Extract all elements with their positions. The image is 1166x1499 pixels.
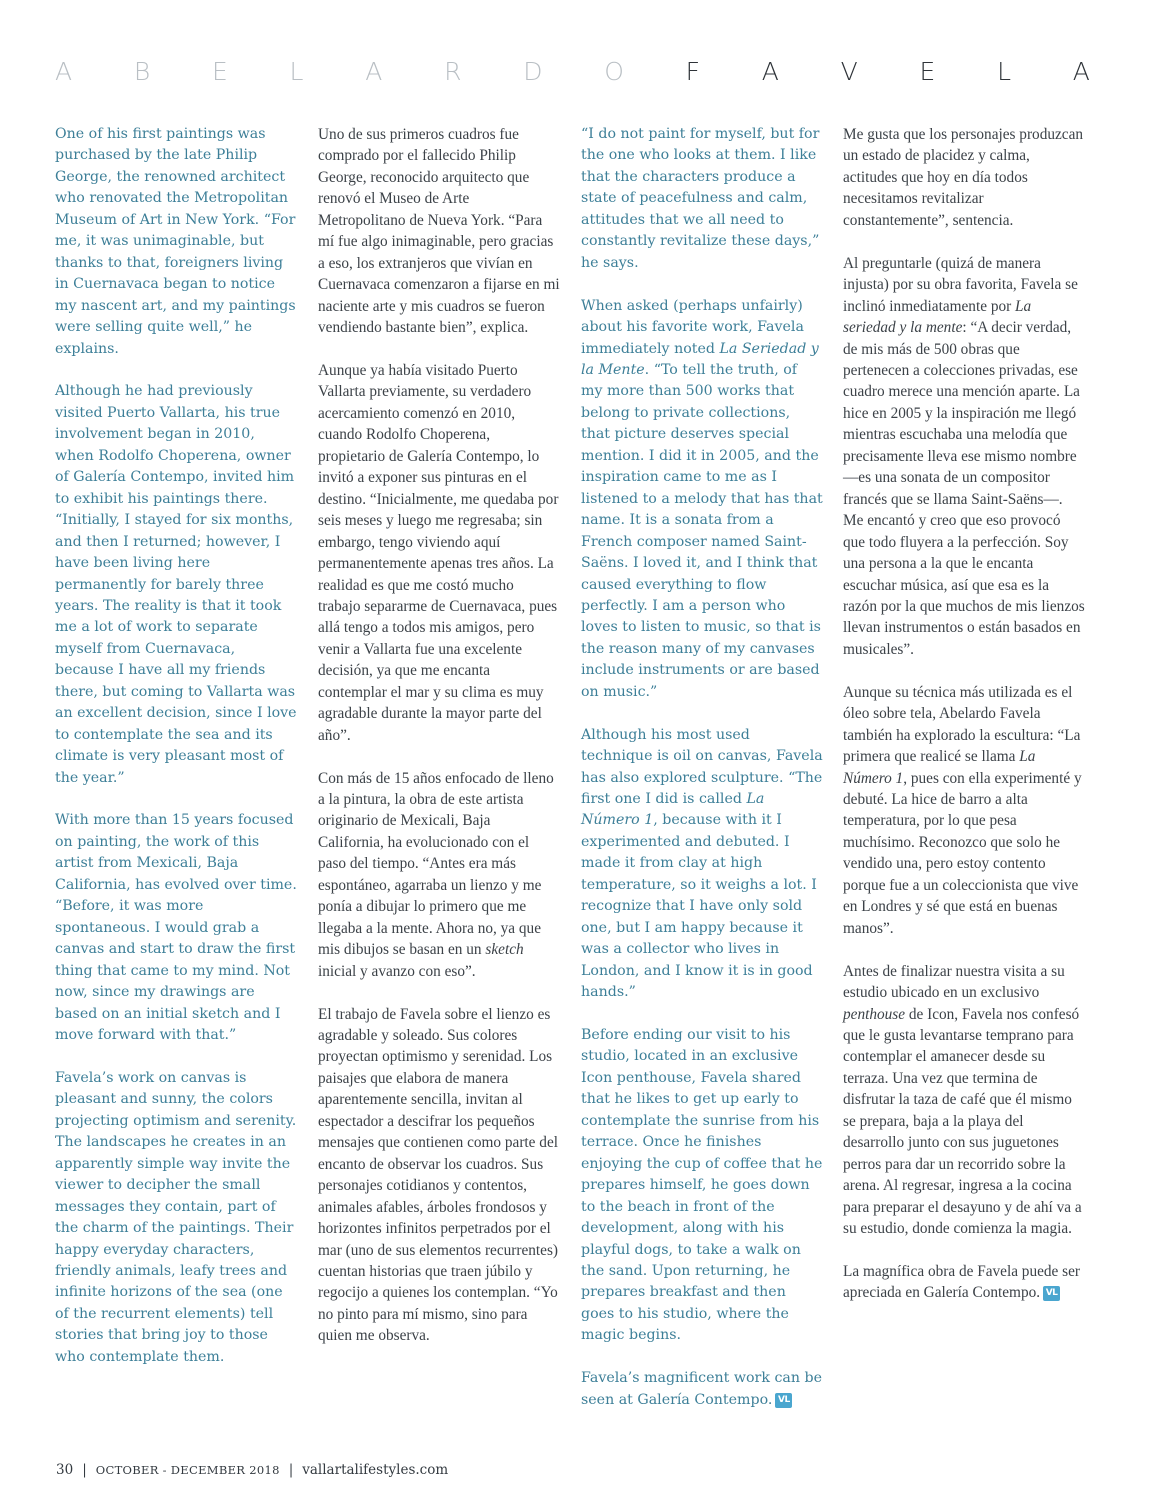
- footer-separator: |: [82, 1462, 87, 1478]
- title-letter: L: [289, 57, 304, 86]
- paragraph: Con más de 15 años enfocado de lleno a la pintura, la obra de este artista originario de Mexicali, Baja California, ha evolucionado con el paso del tiempo. “Antes era más espontáneo, agarraba un lienzo y me ponía a dibujar lo primero que me llegaba a la mente. Ahora no, ya que mis dibujos se basan en un sketch inicial y avanzo con eso”.: [318, 769, 554, 980]
- title-letter: A: [761, 57, 779, 86]
- title-letter: F: [685, 57, 701, 86]
- paragraph: El trabajo de Favela sobre el lienzo es agradable y soleado. Sus colores proyectan optimismo y serenidad. Los paisajes que elabora de manera aparentemente sencilla, invitan al espectador a descifrar los pequeños mensajes que contienen como parte del encanto de observar los cuadros. Sus personajes cotidianos y contentos, animales afables, árboles frondosos y horizontes infinitos perpetrados por el mar (uno de sus elementos recurrentes) cuentan historias que traen júbilo y regocijo a quienes los contemplan. “Yo no pinto para mí mismo, sino para quien me observa.: [318, 1005, 558, 1345]
- footer-separator: |: [288, 1462, 294, 1478]
- title-letter: D: [523, 57, 543, 86]
- paragraph: Me gusta que los personajes produzcan un estado de placidez y calma, actitudes que hoy en día todos necesitamos revitalizar constantemente”, sentencia.: [843, 126, 1084, 229]
- paragraph: Before ending our visit to his studio, located in an exclusive Icon penthouse, Favela shared that he likes to get up early to contemplate the sunrise from his terrace. Once he finishes enjoying the cup of coffee that he prepares himself, he goes down to the beach in front of the development, along with his playful dogs, to take a walk on the sand. Upon returning, he prepares breakfast and then goes to his studio, where the magic begins.: [581, 1026, 823, 1344]
- article-title: [55, 54, 1090, 90]
- paragraph: When asked (perhaps unfairly) about his favorite work, Favela immediately noted La Seriedad y la Mente. “To tell the truth, of my more than 500 works that belong to private collections, that picture deserves special mention. I did it in 2005, and the inspiration came to me as I listened to a melody that has that name. It is a sonata from a French composer named Saint-Saëns. I loved it, and I think that caused everything to flow perfectly. I am a person who loves to listen to music, so that is the reason many of my canvases include instruments or are based on music.”: [581, 297, 823, 700]
- title-letter: O: [604, 57, 624, 86]
- website-link[interactable]: vallartalifestyles.com: [302, 1462, 449, 1478]
- paragraph: “I do not paint for myself, but for the one who looks at them. I like that the characters produce a state of peacefulness and calm, attitudes that we all need to constantly revitalize these days,” he says.: [581, 126, 820, 271]
- paragraph: Al preguntarle (quizá de manera injusta) por su obra favorita, Favela se inclinó inmediatamente por La seriedad y la mente: “A decir verdad, de mis más de 500 obras que pertenecen a colecciones privadas, ese cuadro merece una mención aparte. La hice en 2005 y la inspiración me llegó mientras escuchaba una melodía que precisamente lleva ese mismo nombre —es una sonata de un compositor francés que se llama Saint-Saëns—. Me encantó y creo que eso provocó que todo fluyera a la perfección. Soy una persona a la que le encanta escuchar música, así que esa es la razón por la que muchos de mis lienzos llevan instrumentos o están basados en musicales”.: [843, 254, 1085, 658]
- paragraph: Favela’s magnificent work can be seen at Galería Contempo. VL: [581, 1370, 822, 1408]
- paragraph: Although his most used technique is oil on canvas, Favela has also explored sculpture. “The first one I did is called La Número 1, because with it I experimented and debuted. I made it from clay at high temperature, so it weighs a lot. I recognize that I have only sold one, but I am happy because it was a collector who lives in London, and I know it is in good hands.”: [581, 726, 823, 1001]
- page-number: 30: [56, 1462, 74, 1478]
- page-footer: [56, 1460, 448, 1480]
- paragraph: Aunque su técnica más utilizada es el óleo sobre tela, Abelardo Favela también ha explorado la escultura: “La primera que realicé se llama La Número 1, pues con ella experimenté y debuté. La hice de barro a alta temperatura, por lo que pesa muchísimo. Reconozco que solo he vendido una, pero estoy contento porque fue a un coleccionista que vive en Londres y sé que está en buenas manos”.: [843, 683, 1082, 937]
- title-letter: A: [365, 57, 383, 86]
- end-mark-icon: VL: [1043, 1286, 1060, 1301]
- paragraph: Antes de finalizar nuestra visita a su estudio ubicado en un exclusivo penthouse de Icon, Favela nos confesó que le gusta levantarse temprano para contemplar el amanecer desde su terraza. Una vez que termina de disfrutar la taza de café que él mismo se prepara, baja a la playa del desarrollo junto con sus juguetones perros para dar un recorrido sobre la arena. Al regresar, ingresa a la cocina para preparar el desayuno y de ahí va a su estudio, donde comienza la magia.: [843, 962, 1082, 1238]
- issue-date: OCTOBER - DECEMBER 2018: [95, 1463, 280, 1477]
- title-letter: R: [444, 57, 462, 86]
- paragraph: La magnífica obra de Favela puede ser apreciada en Galería Contempo. VL: [843, 1262, 1080, 1302]
- title-letter: A: [55, 57, 73, 86]
- title-letter: A: [1072, 57, 1090, 86]
- title-letter: L: [997, 57, 1011, 86]
- english-column-1: [55, 124, 297, 1390]
- title-letter: B: [133, 57, 151, 86]
- spanish-column-1: [318, 124, 560, 1368]
- paragraph: One of his first paintings was purchased by the late Philip George, the renowned architect who renovated the Metropolitan Museum of Art in New York. “For me, it was unimaginable, but thanks to that, foreigners living in Cuernavaca began to notice my nascent art, and my paintings were selling quite well,” he explains.: [55, 126, 296, 357]
- paragraph: With more than 15 years focused on painting, the work of this artist from Mexicali, Baja California, has evolved over time. “Before, it was more spontaneous. I would grab a canvas and start to draw the first thing that came to my mind. Not now, since my drawings are based on an initial sketch and I move forward with that.”: [55, 812, 297, 1043]
- paragraph: Favela’s work on canvas is pleasant and sunny, the colors projecting optimism and serenity. The landscapes he creates in an apparently simple way invite the viewer to decipher the small messages they contain, part of the charm of the paintings. Their happy everyday characters, friendly animals, leafy trees and infinite horizons of the sea (one of the recurrent elements) tell stories that bring joy to those who contemplate them.: [55, 1069, 297, 1365]
- title-letter: V: [840, 57, 858, 86]
- end-mark-icon: VL: [775, 1393, 792, 1408]
- title-letter: E: [919, 57, 936, 86]
- english-column-2: [581, 124, 823, 1433]
- title-letter: E: [211, 57, 228, 86]
- paragraph: Aunque ya había visitado Puerto Vallarta previamente, su verdadero acercamiento comenzó en 2010, cuando Rodolfo Choperena, propietario de Galería Contempo, lo invitó a exponer sus pinturas en el destino. “Inicialmente, me quedaba por seis meses y luego me regresaba; sin embargo, tengo viviendo aquí permanentemente apenas tres años. La realidad es que me costó mucho trabajo separarme de Cuernavaca, pues allá tengo a todos mis amigos, pero venir a Vallarta fue una excelente decisión, ya que me encanta contemplar el mar y su clima es muy agradable durante la mayor parte del año”.: [318, 361, 559, 744]
- spanish-column-2: [843, 124, 1085, 1325]
- paragraph: Although he had previously visited Puerto Vallarta, his true involvement began in 2010, when Rodolfo Choperena, owner of Galería Contempo, invited him to exhibit his paintings there. “Initially, I stayed for six months, and then I returned; however, I have been living here permanently for barely three years. The reality is that it took me a lot of work to separate myself from Cuernavaca, because I have all my friends there, but coming to Vallarta was an excellent decision, since I love to contemplate the sea and its climate is very pleasant most of the year.”: [55, 383, 297, 786]
- paragraph: Uno de sus primeros cuadros fue comprado por el fallecido Philip George, reconocido arquitecto que renovó el Museo de Arte Metropolitano de Nueva York. “Para mí fue algo inimaginable, pero gracias a eso, los extranjeros que vivían en Cuernavaca comenzaron a fijarse en mi naciente arte y mis cuadros se fueron vendiendo bastante bien”, explica.: [318, 126, 560, 337]
